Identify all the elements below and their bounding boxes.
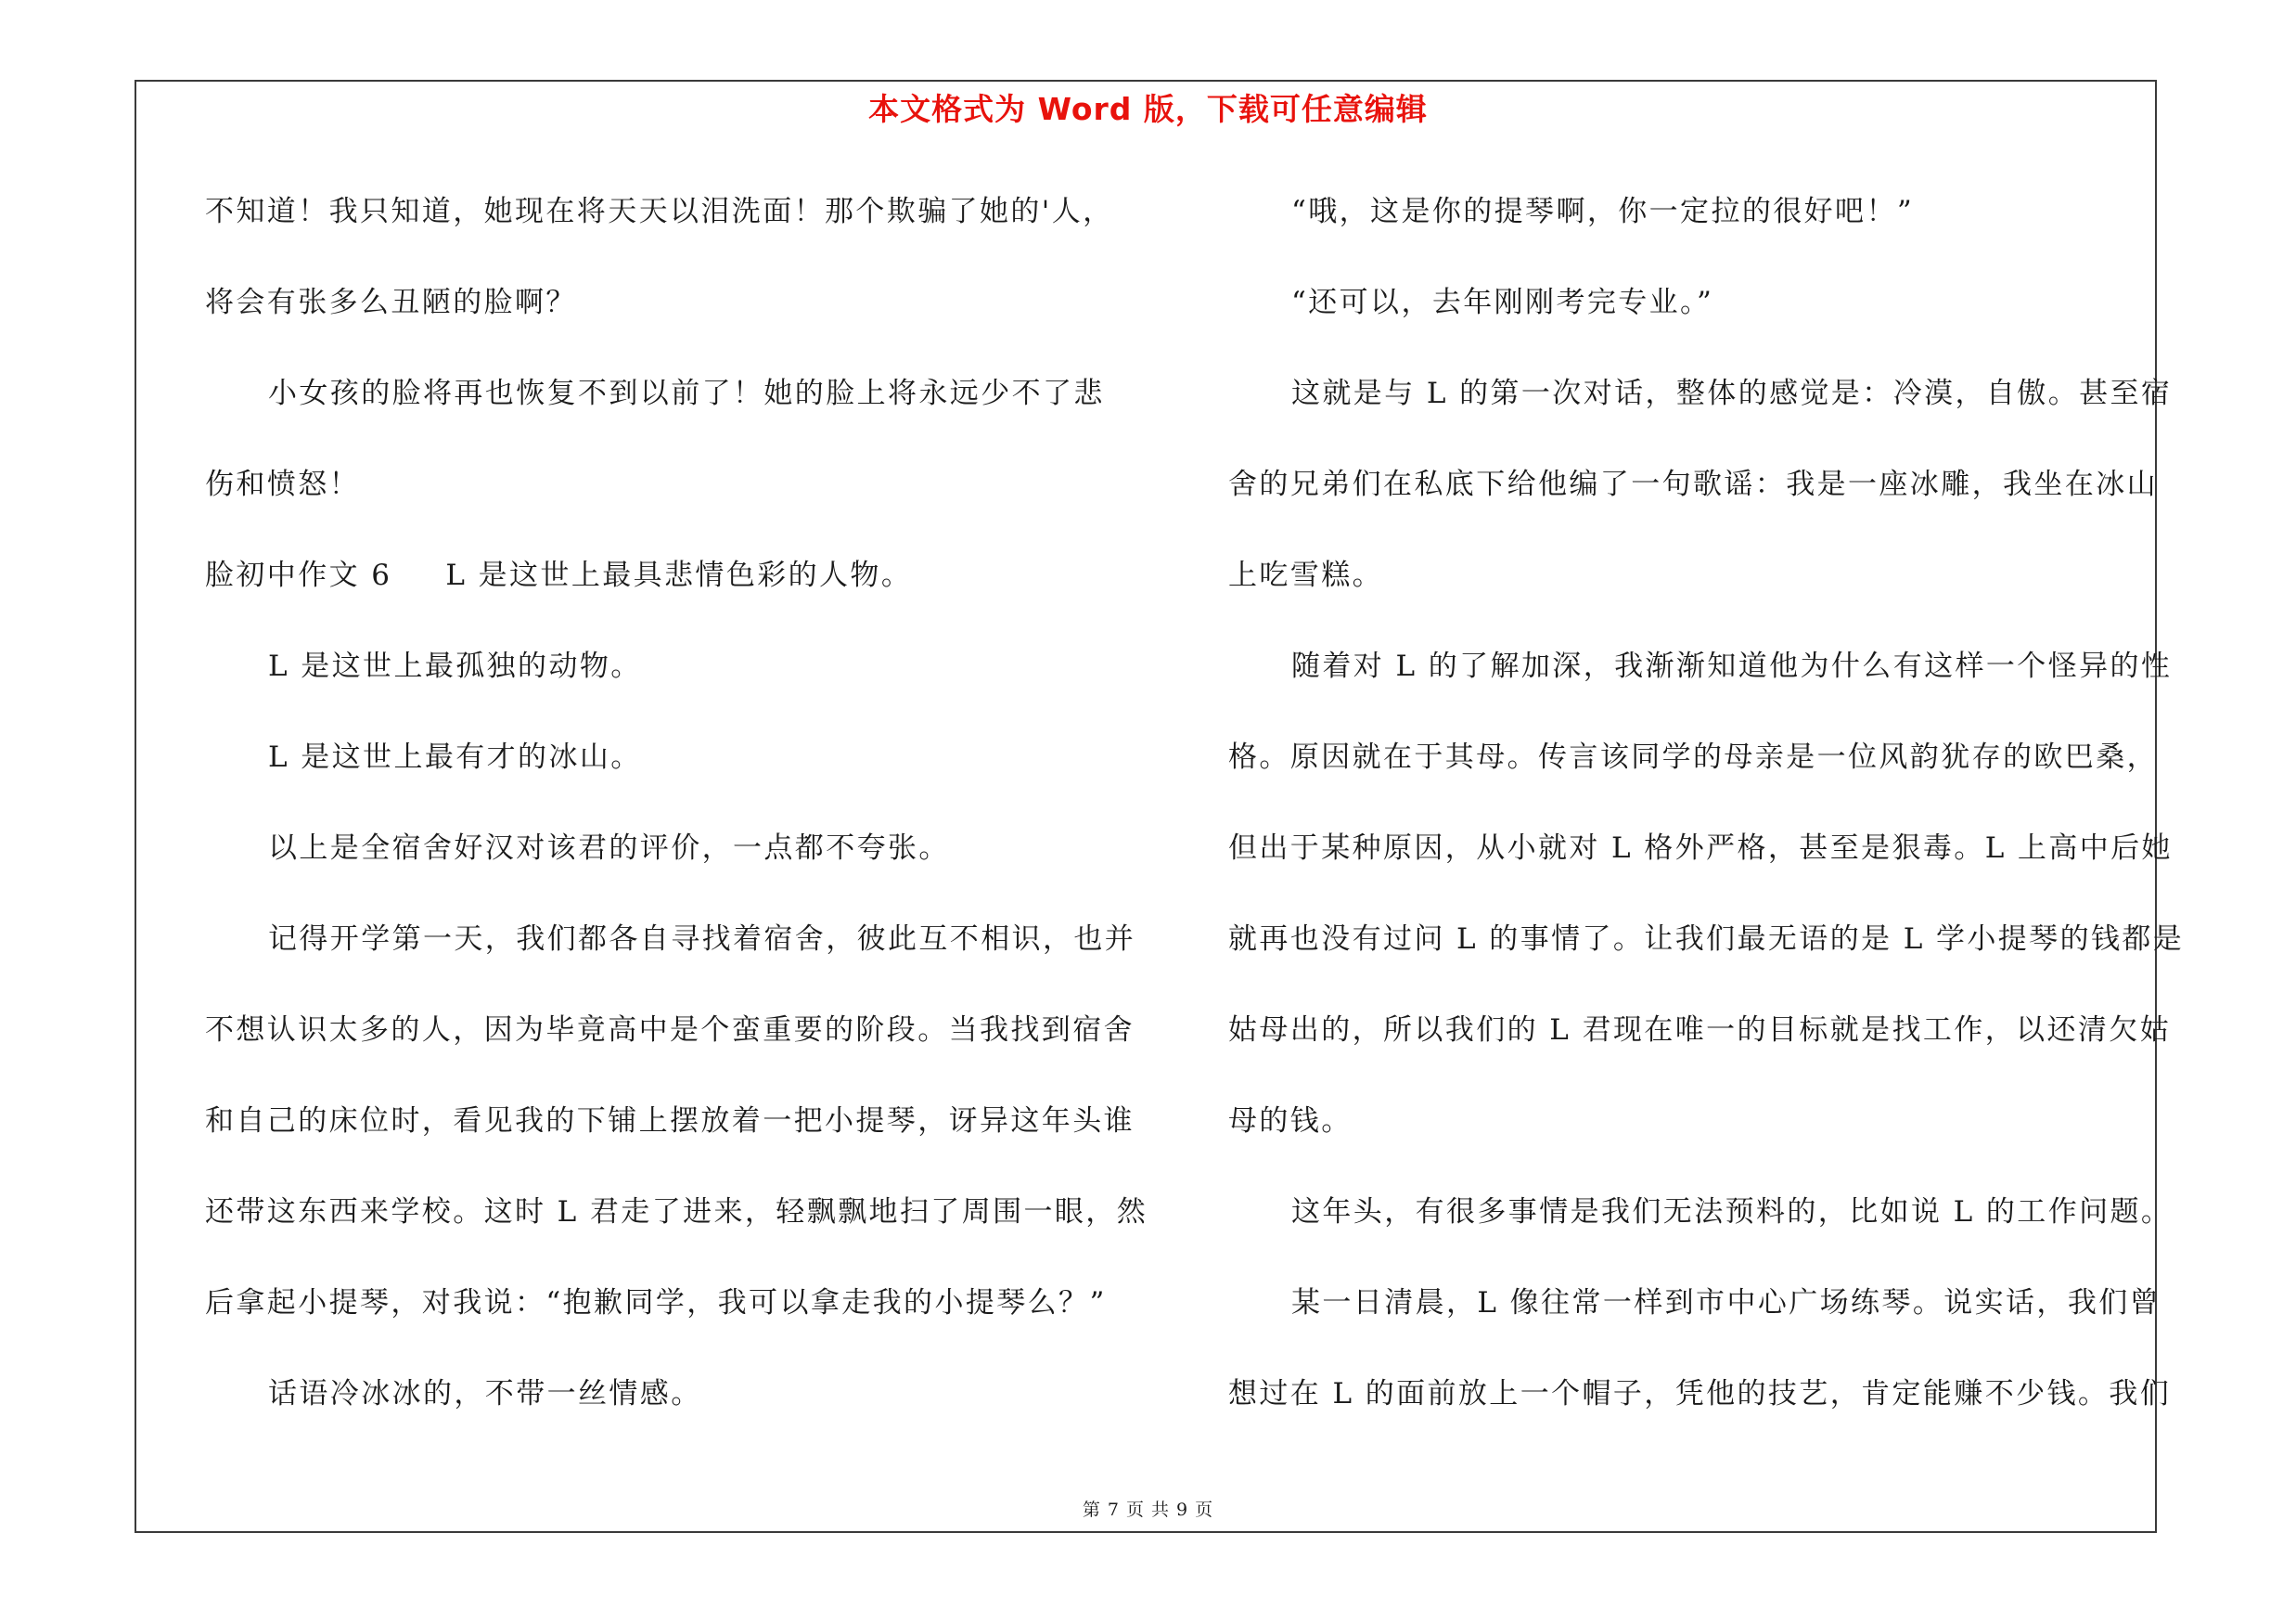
document-header-banner: 本文格式为 Word 版，下载可任意编辑 — [868, 91, 1428, 127]
page-number-footer: 第 7 页 共 9 页 — [1082, 1500, 1214, 1520]
text-line: 不知道！我只知道，她现在将天天以泪洗面！那个欺骗了她的'人， — [205, 195, 1114, 228]
text-line: 但出于某种原因，从小就对 L 格外严格，甚至是狠毒。L 上高中后她 — [1228, 831, 2173, 865]
paragraph-start-line: 以上是全宿舍好汉对该君的评价，一点都不夸张。 — [268, 831, 950, 865]
essay-first-sentence: L 是这世上最具悲情色彩的人物。 — [445, 559, 913, 592]
text-line: 伤和愤怒！ — [205, 468, 360, 501]
paragraph-start-line: 某一日清晨，L 像往常一样到市中心广场练琴。说实话，我们曾 — [1291, 1286, 2161, 1320]
text-line: 想过在 L 的面前放上一个帽子，凭他的技艺，肯定能赚不少钱。我们 — [1228, 1377, 2172, 1410]
text-line: 后拿起小提琴，对我说：“抱歉同学，我可以拿走我的小提琴么？” — [205, 1286, 1107, 1320]
text-line: 和自己的床位时，看见我的下铺上摆放着一把小提琴，讶异这年头谁 — [205, 1104, 1135, 1138]
paragraph-start-line: 这年头，有很多事情是我们无法预料的，比如说 L 的工作问题。 — [1291, 1195, 2173, 1229]
text-line: 格。原因就在于其母。传言该同学的母亲是一位风韵犹存的欧巴桑， — [1228, 741, 2158, 774]
paragraph-start-line: 话语冷冰冰的，不带一丝情感。 — [268, 1377, 702, 1410]
text-line: 姑母出的，所以我们的 L 君现在唯一的目标就是找工作，以还清欠姑 — [1228, 1013, 2172, 1047]
paragraph-start-line: 记得开学第一天，我们都各自寻找着宿舍，彼此互不相识，也并 — [268, 922, 1136, 956]
paragraph-start-line: L 是这世上最孤独的动物。 — [268, 650, 642, 683]
text-line: 就再也没有过问 L 的事情了。让我们最无语的是 L 学小提琴的钱都是 — [1228, 922, 2185, 956]
essay-title: 脸初中作文 6 — [205, 559, 392, 592]
text-line: 母的钱。 — [1228, 1104, 1353, 1138]
text-line: 舍的兄弟们在私底下给他编了一句歌谣：我是一座冰雕，我坐在冰山 — [1228, 468, 2158, 501]
paragraph-start-line: 这就是与 L 的第一次对话，整体的感觉是：冷漠，自傲。甚至宿 — [1291, 377, 2173, 410]
paragraph-start-line: “哦，这是你的提琴啊，你一定拉的很好吧！” — [1291, 195, 1915, 228]
paragraph-start-line: 小女孩的脸将再也恢复不到以前了！她的脸上将永远少不了悲 — [268, 377, 1105, 410]
right-text-column — [1228, 184, 2185, 1457]
paragraph-start-line: “还可以，去年刚刚考完专业。” — [1291, 286, 1714, 319]
essay-heading-line — [205, 547, 1133, 638]
text-line: 不想认识太多的人，因为毕竟高中是个蛮重要的阶段。当我找到宿舍 — [205, 1013, 1135, 1047]
paragraph-start-line: 随着对 L 的了解加深，我渐渐知道他为什么有这样一个怪异的性 — [1291, 650, 2173, 683]
text-line: 上吃雪糕。 — [1228, 559, 1383, 592]
text-line: 将会有张多么丑陋的脸啊？ — [205, 286, 577, 319]
left-text-column — [205, 184, 1148, 1457]
paragraph-start-line: L 是这世上最有才的冰山。 — [268, 741, 642, 774]
text-line: 还带这东西来学校。这时 L 君走了进来，轻飘飘地扫了周围一眼，然 — [205, 1195, 1148, 1229]
